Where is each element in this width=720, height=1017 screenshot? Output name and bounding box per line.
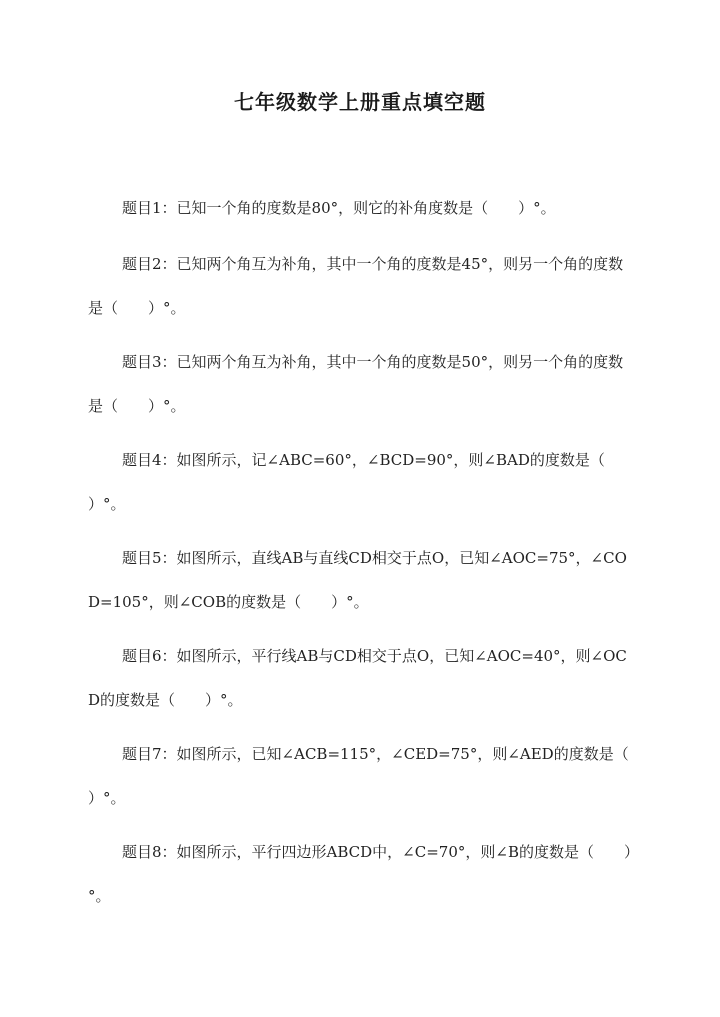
question-7: 题目7：如图所示，已知∠ACB=115°，∠CED=75°，则∠AED的度数是（ ）°。 <box>88 745 659 807</box>
question-5: 题目5：如图所示，直线AB与直线CD相交于点O，已知∠AOC=75°，∠COD=105°，则∠COB的度数是（ ）°。 <box>88 549 627 611</box>
question-6: 题目6：如图所示，平行线AB与CD相交于点O，已知∠AOC=40°，则∠OCD的度数是（ ）°。 <box>88 647 627 709</box>
question-4: 题目4：如图所示，记∠ABC=60°，∠BCD=90°，则∠BAD的度数是（ ）°。 <box>88 451 635 513</box>
question-1: 题目1：已知一个角的度数是80°，则它的补角度数是（ ）°。 <box>122 199 556 217</box>
question-8: 题目8：如图所示，平行四边形ABCD中，∠C=70°，则∠B的度数是（ ）°。 <box>88 843 632 905</box>
question-list <box>88 186 659 928</box>
question-2: 题目2：已知两个角互为补角，其中一个角的度数是45°，则另一个角的度数是（ ）°。 <box>88 255 624 317</box>
question-3: 题目3：已知两个角互为补角，其中一个角的度数是50°，则另一个角的度数是（ ）°。 <box>88 353 624 415</box>
page-title: 七年级数学上册重点填空题 <box>234 90 486 114</box>
